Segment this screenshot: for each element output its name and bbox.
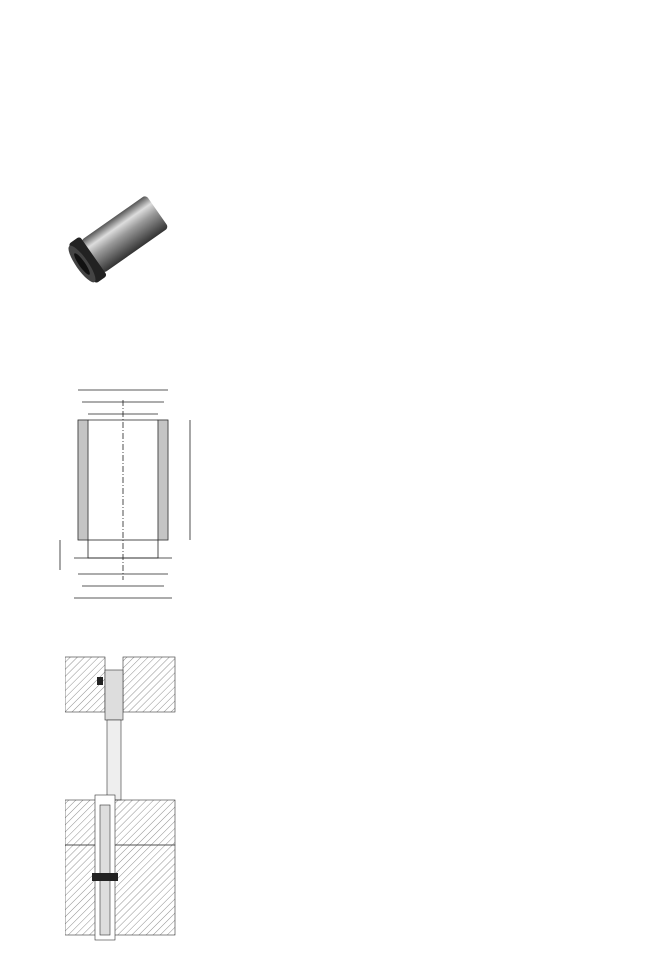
assembly-drawing — [65, 655, 180, 950]
product-photo — [60, 185, 190, 295]
section-drawing — [40, 360, 230, 620]
